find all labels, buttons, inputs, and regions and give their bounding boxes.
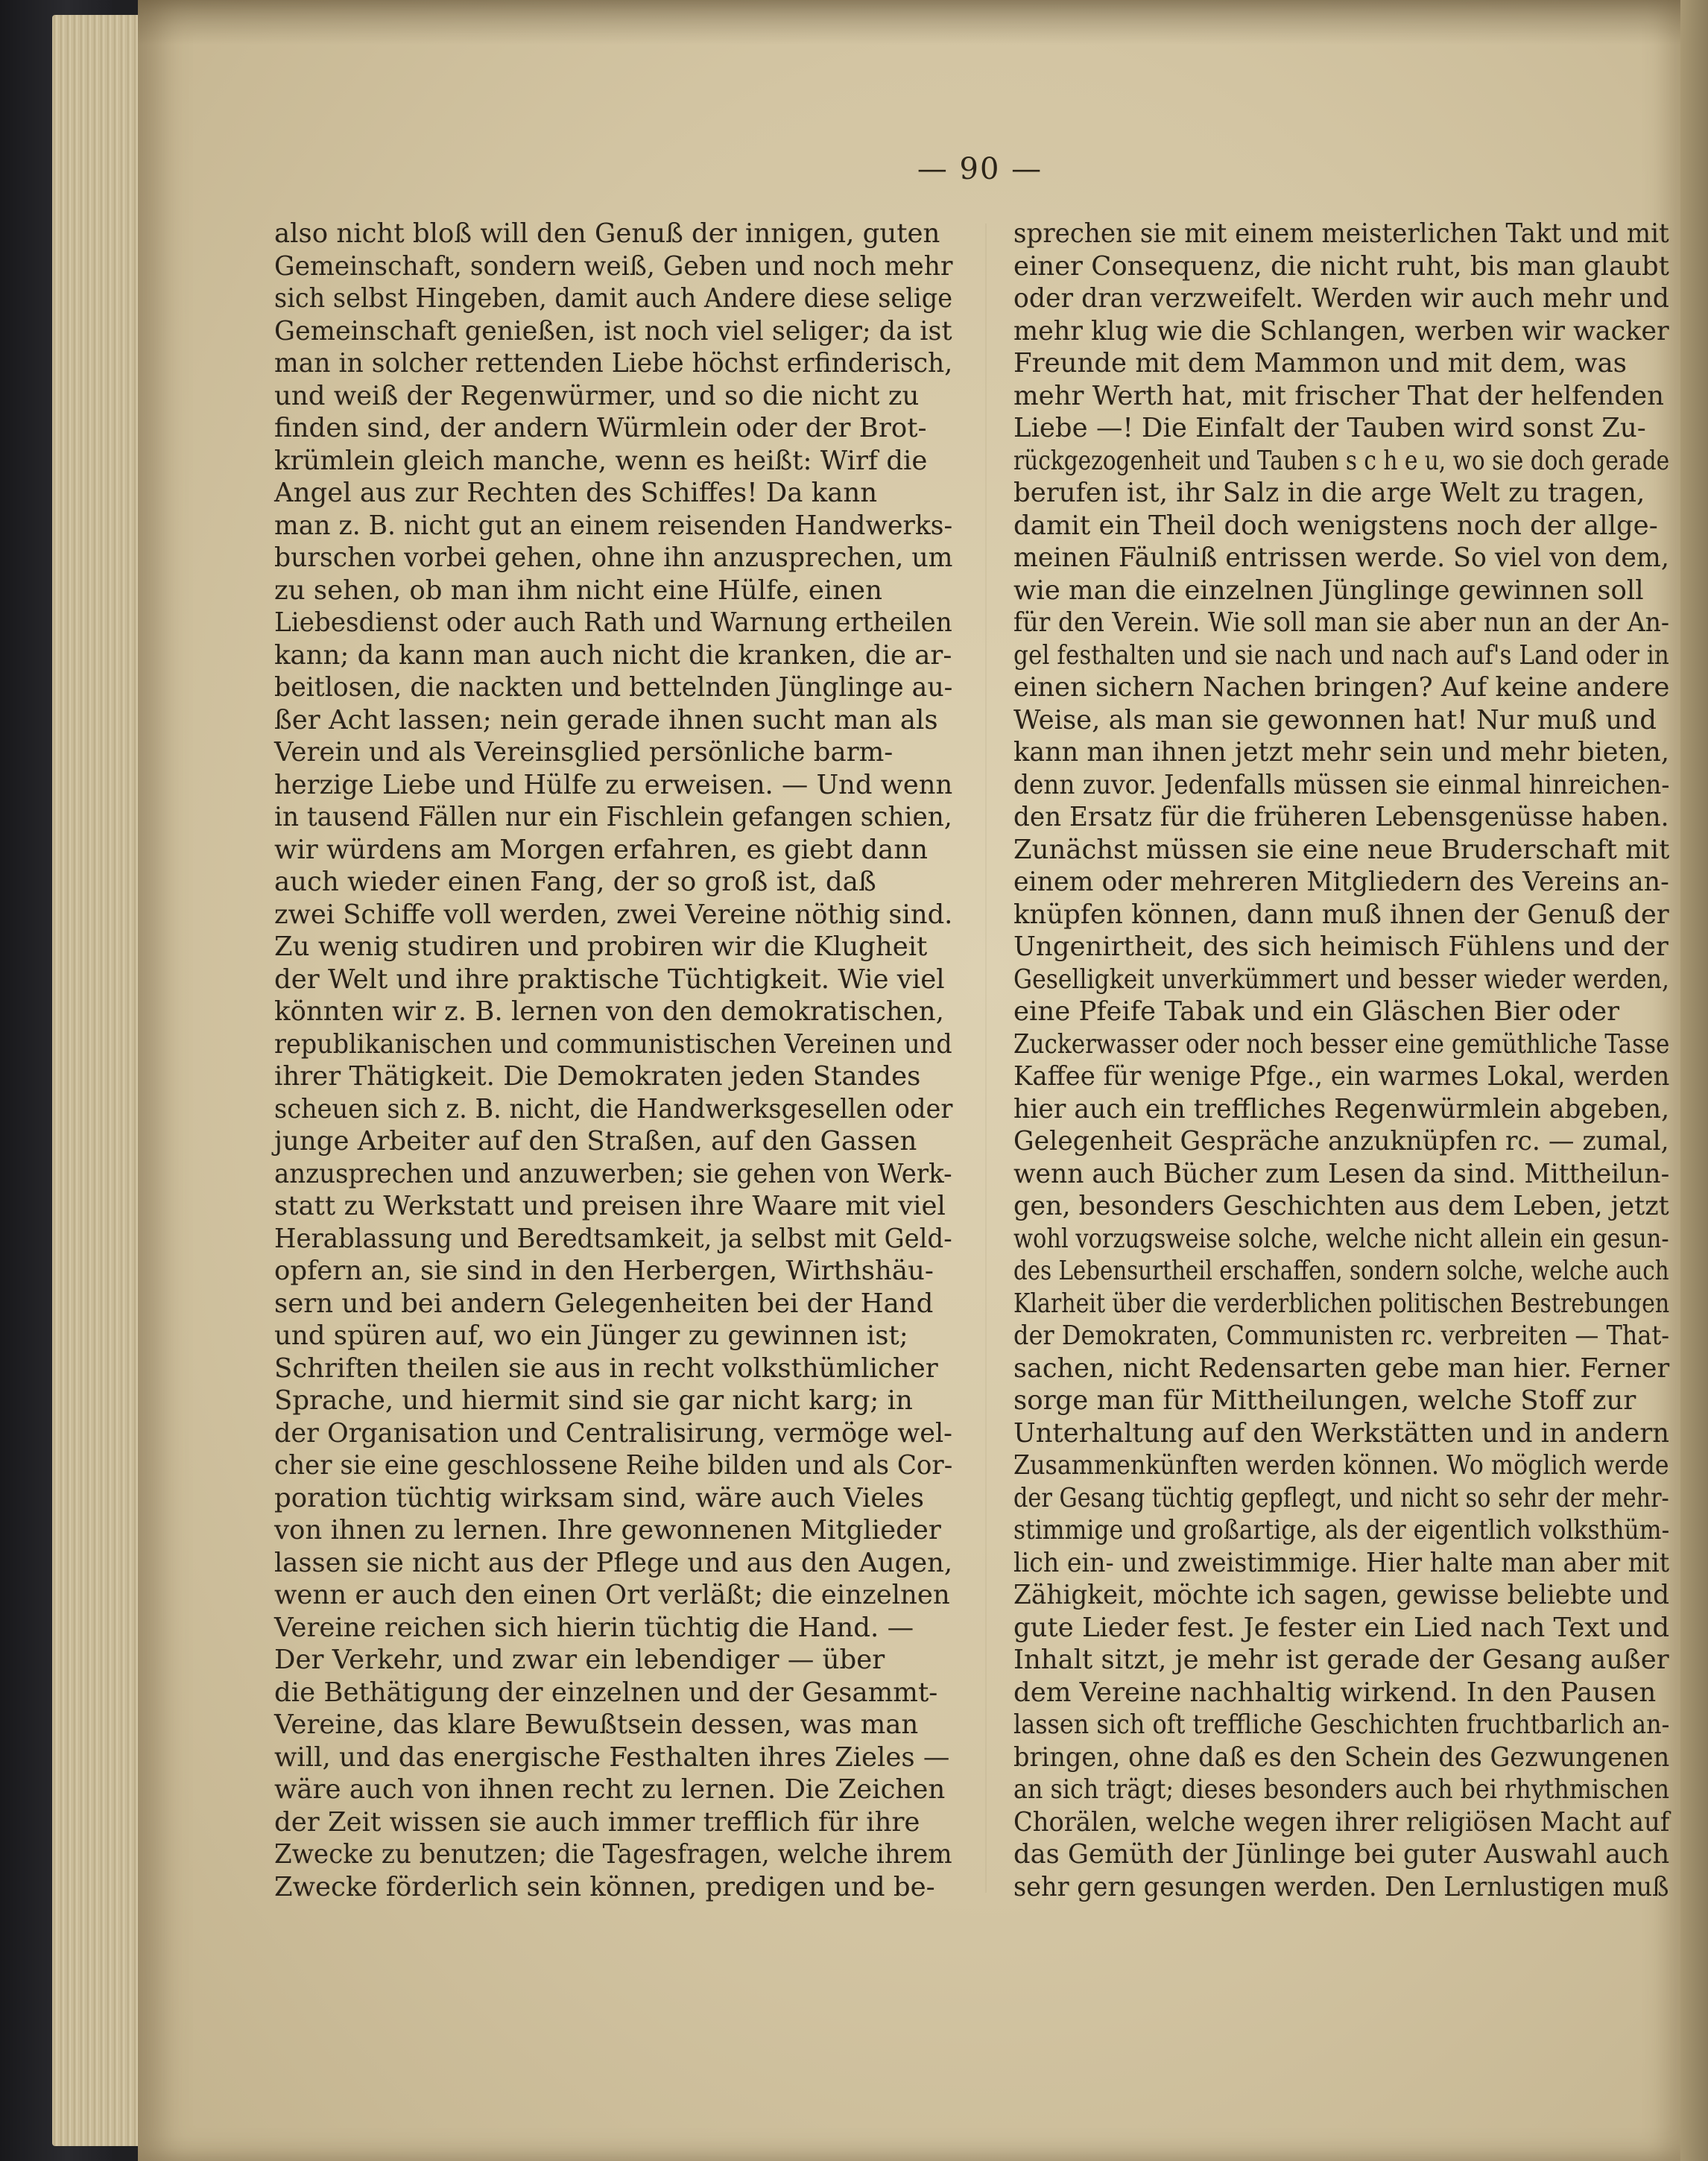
text-line: damit ein Theil doch wenigstens noch der allge- xyxy=(1013,510,1658,541)
text-line: von ihnen zu lernen. Ihre gewonnenen Mitglieder xyxy=(274,1515,941,1545)
text-line: und weiß der Regenwürmer, und so die nicht zu xyxy=(274,380,920,411)
text-line: in tausend Fällen nur ein Fischlein gefangen schien, xyxy=(274,802,952,832)
text-line: Vereine reichen sich hierin tüchtig die Hand. — xyxy=(274,1612,914,1643)
text-line: Geselligkeit unverkümmert und besser wieder werden, xyxy=(1013,964,1669,995)
text-line: der Organisation und Centralisirung, vermöge wel- xyxy=(274,1417,952,1449)
text-line: Schriften theilen sie aus in recht volksthümlicher xyxy=(274,1352,938,1384)
text-line: an sich trägt; dieses besonders auch bei rhythmischen xyxy=(1013,1774,1670,1805)
text-line: dem Vereine nachhaltig wirkend. In den Pausen xyxy=(1013,1677,1657,1708)
text-line: das Gemüth der Jünlinge bei guter Auswahl auch xyxy=(1013,1839,1670,1870)
text-line: Zusammenkünften werden können. Wo möglich werde xyxy=(1013,1450,1669,1481)
text-line: Ungenirtheit, des sich heimisch Fühlens und der xyxy=(1013,931,1669,962)
text-line: poration tüchtig wirksam sind, wäre auch Vieles xyxy=(274,1482,924,1513)
text-line: Weise, als man sie gewonnen hat! Nur muß und xyxy=(1013,704,1657,735)
text-line: einen sichern Nachen bringen? Auf keine andere xyxy=(1013,672,1670,703)
text-line: der Demokraten, Communisten rc. verbreiten — That- xyxy=(1013,1320,1670,1351)
text-line: den Ersatz für die früheren Lebensgenüsse haben. xyxy=(1013,802,1669,832)
text-line: wenn er auch den einen Ort verläßt; die einzelnen xyxy=(274,1580,950,1610)
text-line: wäre auch von ihnen recht zu lernen. Die Zeichen xyxy=(274,1774,946,1805)
text-line: auch wieder einen Fang, der so groß ist, daß xyxy=(274,867,876,897)
text-line: also nicht bloß will den Genuß der innigen, guten xyxy=(274,218,940,249)
text-line: lassen sie nicht aus der Pflege und aus den Augen, xyxy=(274,1547,953,1578)
text-line: republikanischen und communistischen Vereinen und xyxy=(274,1028,952,1060)
text-line: stimmige und großartige, als der eigentlich volksthüm- xyxy=(1013,1515,1670,1545)
text-line: Gelegenheit Gespräche anzuknüpfen rc. — zumal, xyxy=(1013,1126,1669,1157)
text-line: der Zeit wissen sie auch immer trefflich für ihre xyxy=(274,1806,920,1838)
text-line: Sprache, und hiermit sind sie gar nicht karg; in xyxy=(274,1385,913,1416)
text-line: Der Verkehr, und zwar ein lebendiger — über xyxy=(274,1645,885,1675)
page-number: — 90 — xyxy=(917,152,1043,186)
text-line: Zähigkeit, möchte ich sagen, gewisse beliebte und xyxy=(1013,1580,1670,1610)
text-line: ßer Acht lassen; nein gerade ihnen sucht man als xyxy=(274,704,938,735)
text-line: wohl vorzugsweise solche, welche nicht allein ein gesun- xyxy=(1013,1223,1669,1254)
text-line: Gemeinschaft genießen, ist noch viel seliger; da ist xyxy=(274,315,952,347)
text-line: des Lebensurtheil erschaffen, sondern solche, welche auch xyxy=(1013,1256,1669,1286)
text-line: der Welt und ihre praktische Tüchtigkeit. Wie viel xyxy=(274,964,945,995)
text-line: statt zu Werkstatt und preisen ihre Waare mit viel xyxy=(274,1191,946,1221)
text-line: oder dran verzweifelt. Werden wir auch mehr und xyxy=(1013,283,1669,314)
text-line: berufen ist, ihr Salz in die arge Welt zu tragen, xyxy=(1013,478,1645,508)
text-line: die Bethätigung der einzelnen und der Gesammt- xyxy=(274,1677,938,1708)
text-line: Herablassung und Beredtsamkeit, ja selbst mit Geld- xyxy=(274,1223,952,1254)
text-line: anzusprechen und anzuwerben; sie gehen von Werk- xyxy=(274,1158,952,1189)
text-line: einem oder mehreren Mitgliedern des Vereins an- xyxy=(1013,867,1669,897)
text-line: einer Consequenz, die nicht ruht, bis man glaubt xyxy=(1013,250,1669,282)
text-column-left xyxy=(274,218,952,1903)
text-line: Zuckerwasser oder noch besser eine gemüthliche Tasse xyxy=(1013,1028,1670,1060)
page-right-edge xyxy=(1680,0,1708,2161)
text-line: für den Verein. Wie soll man sie aber nun an der An- xyxy=(1013,607,1670,638)
text-line: Angel aus zur Rechten des Schiffes! Da kann xyxy=(274,478,878,508)
text-line: Kaffee für wenige Pfge., ein warmes Lokal, werden xyxy=(1013,1061,1670,1092)
text-line: man z. B. nicht gut an einem reisenden Handwerks- xyxy=(274,510,953,541)
text-line: zu sehen, ob man ihm nicht eine Hülfe, einen xyxy=(274,575,882,606)
text-line: lich ein- und zweistimmige. Hier halte man aber mit xyxy=(1013,1547,1670,1578)
text-line: sprechen sie mit einem meisterlichen Takt und mit xyxy=(1013,218,1669,249)
text-line: gute Lieder fest. Je fester ein Lied nach Text und xyxy=(1013,1612,1670,1643)
text-line: wie man die einzelnen Jünglinge gewinnen soll xyxy=(1013,575,1644,606)
text-line: scheuen sich z. B. nicht, die Handwerksgesellen oder xyxy=(274,1093,953,1124)
text-line: Gemeinschaft, sondern weiß, Geben und noch mehr xyxy=(274,250,953,282)
text-line: hier auch ein treffliches Regenwürmlein abgeben, xyxy=(1013,1093,1670,1124)
text-line: zwei Schiffe voll werden, zwei Vereine nöthig sind. xyxy=(274,899,953,930)
text-line: sachen, nicht Redensarten gebe man hier. Ferner xyxy=(1013,1352,1670,1384)
text-line: wenn auch Bücher zum Lesen da sind. Mittheilun- xyxy=(1013,1158,1670,1189)
text-line: Liebe —! Die Einfalt der Tauben wird sonst Zu- xyxy=(1013,413,1646,443)
text-line: eine Pfeife Tabak und ein Gläschen Bier oder xyxy=(1013,996,1620,1027)
text-line: sehr gern gesungen werden. Den Lernlustigen muß xyxy=(1013,1871,1669,1902)
text-line: herzige Liebe und Hülfe zu erweisen. — Und wenn xyxy=(274,769,953,800)
text-line: mehr klug wie die Schlangen, werben wir wacker xyxy=(1013,315,1669,347)
text-line: wir würdens am Morgen erfahren, es giebt dann xyxy=(274,834,929,865)
text-line: Zunächst müssen sie eine neue Bruderschaft mit xyxy=(1013,834,1670,865)
text-line: könnten wir z. B. lernen von den demokratischen, xyxy=(274,996,944,1027)
text-line: Freunde mit dem Mammon und mit dem, was xyxy=(1013,348,1628,379)
text-line: sern und bei andern Gelegenheiten bei der Hand xyxy=(274,1288,934,1319)
text-line: denn zuvor. Jedenfalls müssen sie einmal hinreichen- xyxy=(1013,769,1670,800)
text-line: kann man ihnen jetzt mehr sein und mehr bieten, xyxy=(1013,737,1669,768)
text-line: sich selbst Hingeben, damit auch Andere diese selige xyxy=(274,283,953,314)
page-edges xyxy=(52,15,149,2146)
text-line: gel festhalten und sie nach und nach auf's Land oder in xyxy=(1013,639,1669,671)
text-line: kann; da kann man auch nicht die kranken, die ar- xyxy=(274,639,952,671)
text-line: Klarheit über die verderblichen politischen Bestrebungen xyxy=(1013,1288,1670,1319)
text-line: Unterhaltung auf den Werkstätten und in andern xyxy=(1013,1417,1669,1449)
text-line: man in solcher rettenden Liebe höchst erfinderisch, xyxy=(274,348,953,379)
text-line: Vereine, das klare Bewußtsein dessen, was man xyxy=(274,1709,919,1740)
text-line: ihrer Thätigkeit. Die Demokraten jeden Standes xyxy=(274,1061,921,1092)
text-line: Inhalt sitzt, je mehr ist gerade der Gesang außer xyxy=(1013,1645,1669,1675)
text-line: Verein und als Vereinsglied persönliche barm- xyxy=(274,737,893,768)
column-gutter xyxy=(985,224,987,1893)
text-line: burschen vorbei gehen, ohne ihn anzusprechen, um xyxy=(274,542,953,573)
text-line: Zwecke zu benutzen; die Tagesfragen, welche ihrem xyxy=(274,1839,952,1870)
text-line: junge Arbeiter auf den Straßen, auf den Gassen xyxy=(274,1126,917,1157)
text-line: bringen, ohne daß es den Schein des Gezwungenen xyxy=(1013,1741,1670,1773)
text-line: beitlosen, die nackten und bettelnden Jünglinge au- xyxy=(274,672,953,703)
text-line: und spüren auf, wo ein Jünger zu gewinnen ist; xyxy=(274,1320,908,1351)
text-line: gen, besonders Geschichten aus dem Leben, jetzt xyxy=(1013,1191,1669,1221)
text-line: meinen Fäulniß entrissen werde. So viel von dem, xyxy=(1013,542,1669,573)
text-line: Zwecke förderlich sein können, predigen und be- xyxy=(274,1871,935,1902)
text-line: der Gesang tüchtig gepflegt, und nicht so sehr der mehr- xyxy=(1013,1482,1669,1513)
text-line: krümlein gleich manche, wenn es heißt: Wirf die xyxy=(274,445,928,476)
text-line: mehr Werth hat, mit frischer That der helfenden xyxy=(1013,380,1664,411)
text-line: cher sie eine geschlossene Reihe bilden und als Cor- xyxy=(274,1450,953,1481)
text-line: Zu wenig studiren und probiren wir die Klugheit xyxy=(274,931,928,962)
text-line: Chorälen, welche wegen ihrer religiösen Macht auf xyxy=(1013,1806,1670,1838)
text-line: lassen sich oft treffliche Geschichten fruchtbarlich an- xyxy=(1013,1709,1670,1740)
text-line: finden sind, der andern Würmlein oder der Brot- xyxy=(274,413,927,443)
page-top-shadow xyxy=(138,0,1680,45)
text-column-right xyxy=(1013,218,1669,1903)
text-line: will, und das energische Festhalten ihres Zieles — xyxy=(274,1741,950,1773)
text-line: Liebesdienst oder auch Rath und Warnung ertheilen xyxy=(274,607,952,638)
text-line: rückgezogenheit und Tauben s c h e u, wo sie doch gerade xyxy=(1013,445,1670,476)
text-line: opfern an, sie sind in den Herbergen, Wirthshäu- xyxy=(274,1256,934,1286)
text-line: knüpfen können, dann muß ihnen der Genuß der xyxy=(1013,899,1669,930)
text-line: sorge man für Mittheilungen, welche Stoff zur xyxy=(1013,1385,1636,1416)
